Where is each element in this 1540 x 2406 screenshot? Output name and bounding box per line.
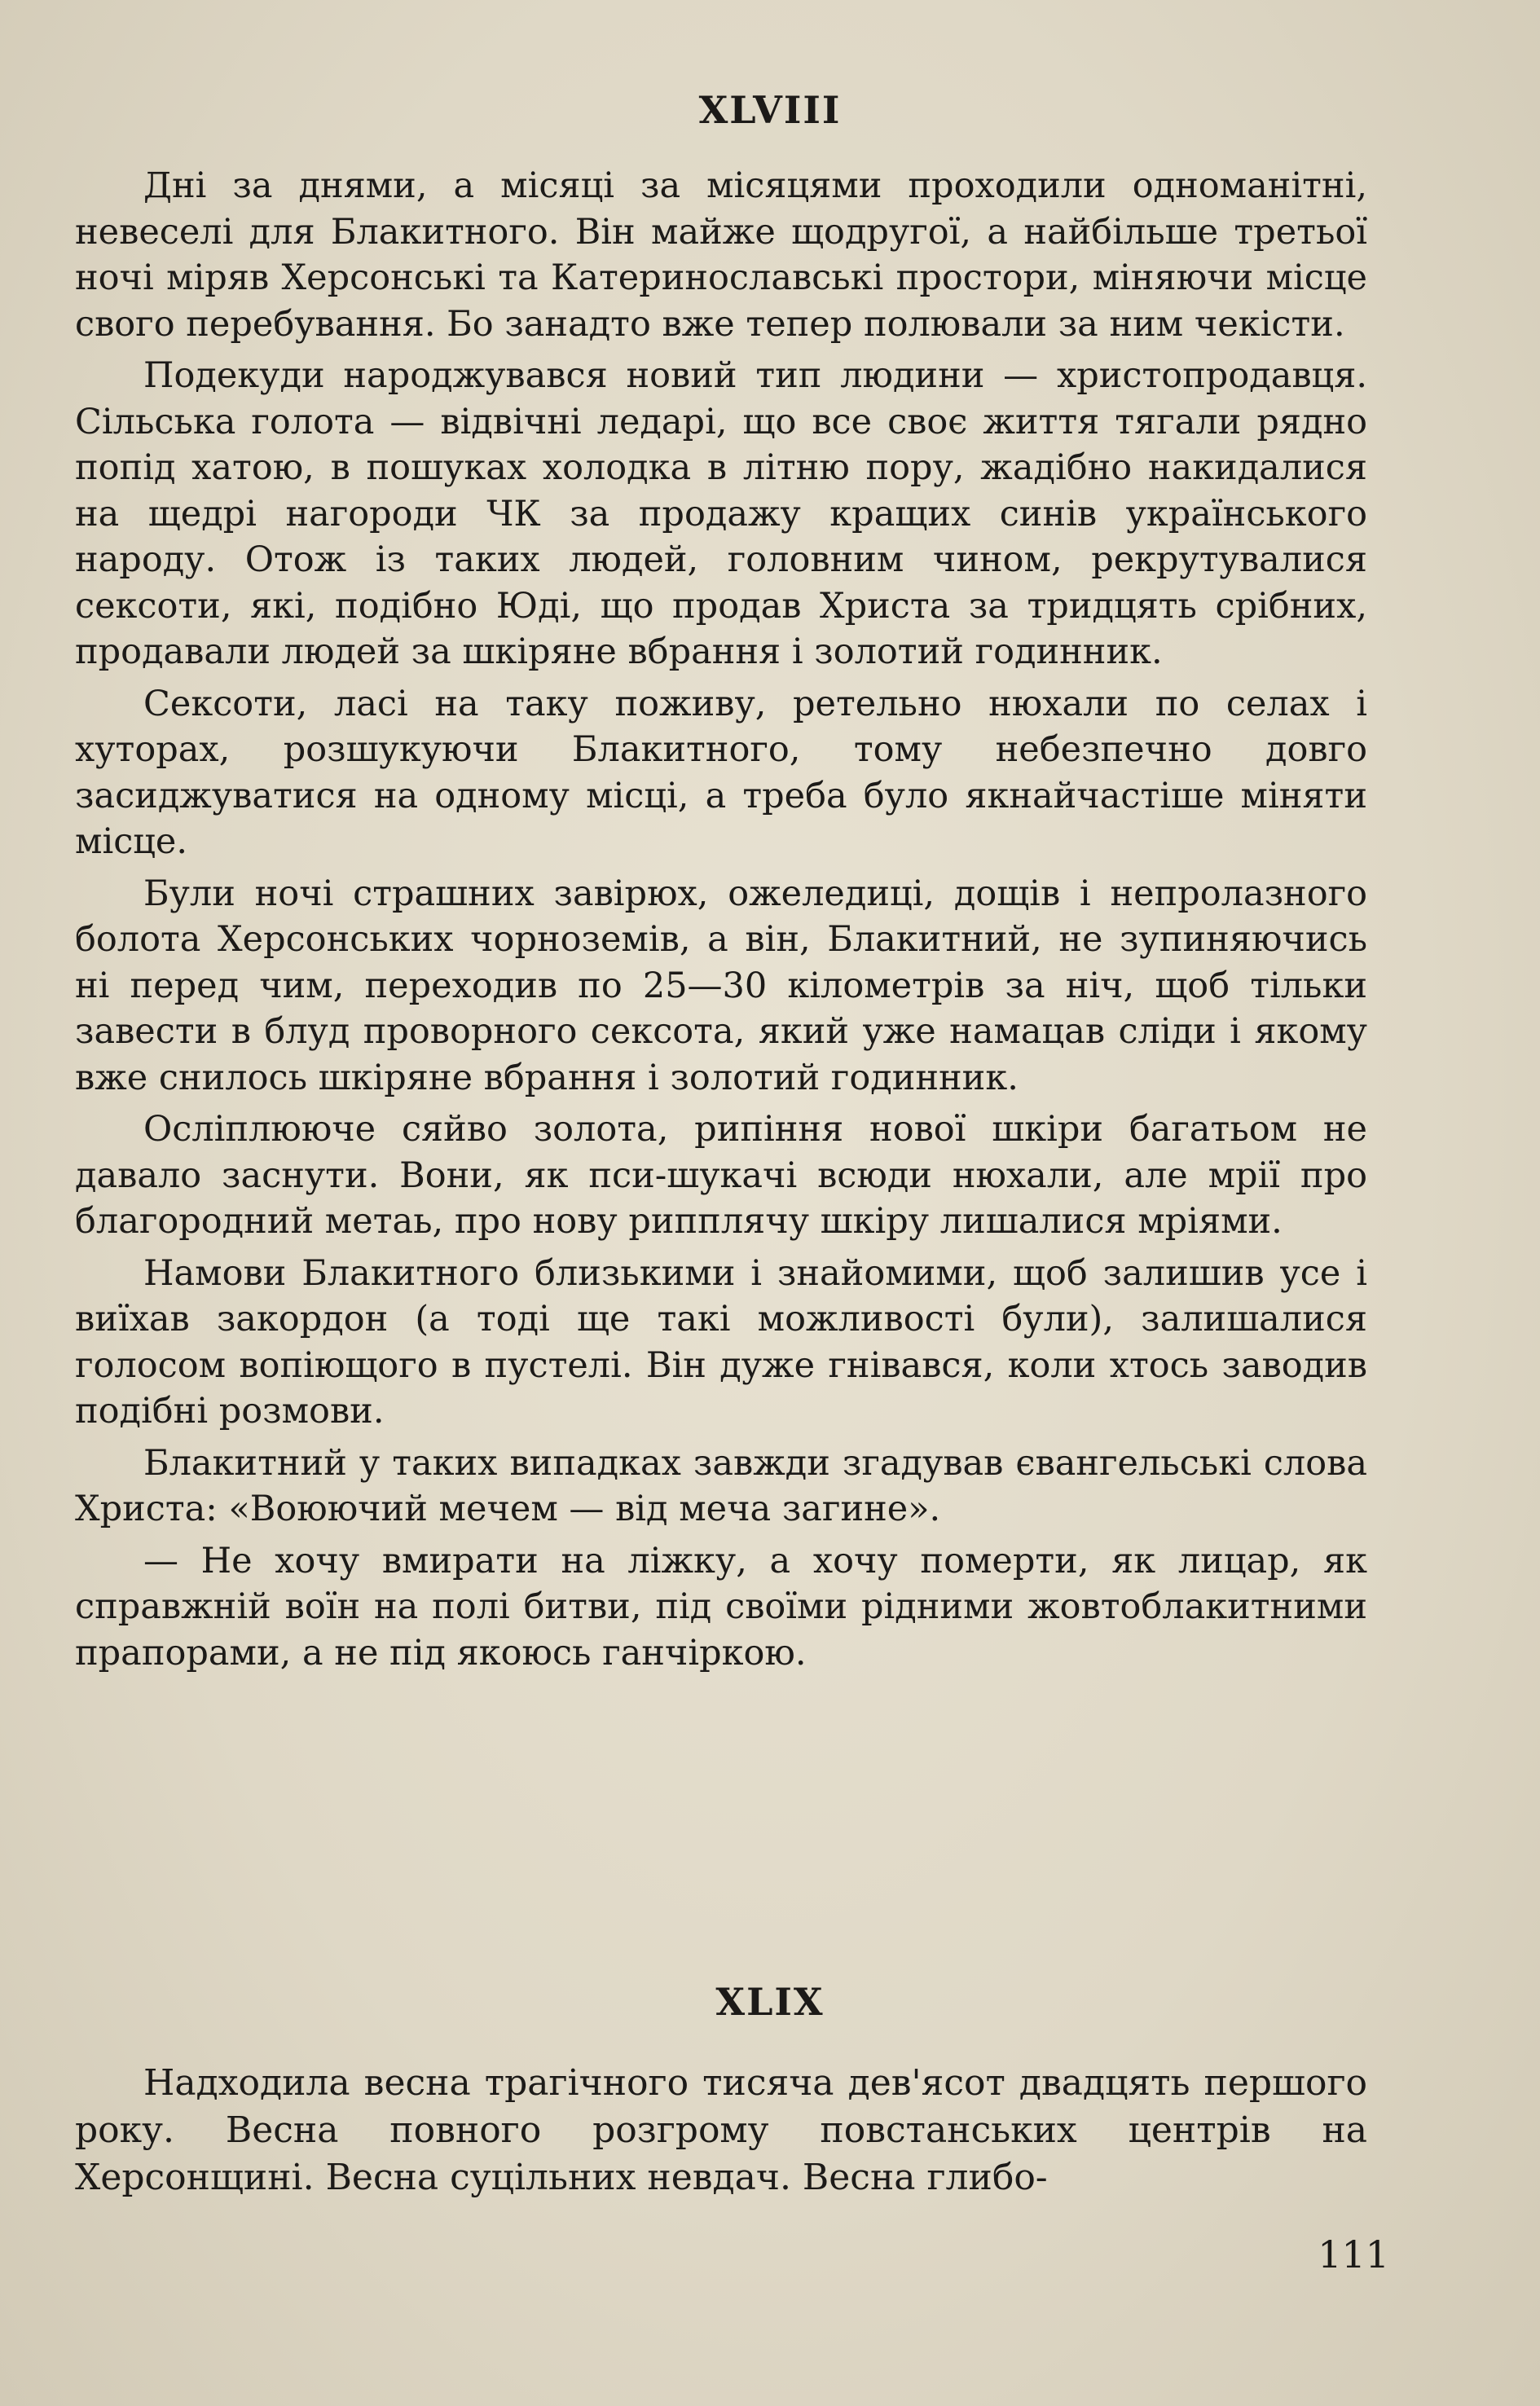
chapter-heading: XLIX: [715, 1980, 825, 2024]
paragraph: Сексоти, ласі на таку поживу, ретельно нюхали по селах і хуторах, розшукуючи Блакитного, тому небезпечно довго засиджуватися на одному місці, а треба було якнайчастіше міняти місце.: [75, 683, 1367, 862]
chapter-text: [75, 2060, 1367, 2207]
page-number: 111: [1318, 2232, 1389, 2276]
paragraph: Блакитний у таких випадках завжди згадував євангельські слова Христа: «Воюючий мечем — від меча загине».: [75, 1442, 1367, 1529]
paragraph: Намови Блакитного близькими і знайомими, щоб залишив усе і виїхав закордон (а тоді ще такі можливості були), залишалися голосом вопіющого в пустелі. Він дуже гнівався, коли хтось заводив подібні розмови.: [75, 1252, 1367, 1432]
paragraph: — Не хочу вмирати на ліжку, а хочу померти, як лицар, як справжній воїн на полі битви, під своїми рідними жовтоблакитними прапорами, а не під якоюсь ганчіркою.: [75, 1540, 1367, 1674]
paragraph: Осліплююче сяйво золота, рипіння нової шкіри багатьом не давало заснути. Вони, як пси-шукачі всюди нюхали, але мрії про благородний метаь, про нову рипплячу шкіру лишалися мріями.: [75, 1109, 1367, 1242]
paragraph: Були ночі страшних завірюх, ожеледиці, дощів і непролазного болота Херсонських чорноземів, а він, Блакитний, не зупиняючись ні перед чим, переходив по 25—30 кілометрів за ніч, щоб тільки завести в блуд проворного сексота, який уже намацав сліди і якому вже снилось шкіряне вбрання і золотий годинник.: [75, 873, 1367, 1098]
paragraph: Надходила весна трагічного тисяча дев'ясот двадцять першого року. Весна повного розгрому повстанських центрів на Херсонщині. Весна суцільних невдач. Весна глибо-: [75, 2062, 1367, 2198]
chapter-text: [75, 163, 1367, 1682]
paragraph: Подекуди народжувався новий тип людини — христопродавця. Сільська голота — відвічні ледарі, що все своє життя тягали рядно попід хатою, в пошуках холодка в літню пору, жадібно накидалися на щедрі нагороди ЧК за продажу кращих синів українського народу. Отож із таких людей, головним чином, рекрутувалися сексоти, які, подібно Юді, що продав Христа за тридцять срібних, продавали людей за шкіряне вбрання і золотий годинник.: [75, 355, 1367, 672]
chapter-heading: XLVIII: [698, 88, 842, 132]
paragraph: Дні за днями, а місяці за місяцями проходили одноманітні, невеселі для Блакитного. Він майже щодругої, а найбільше третьої ночі міряв Херсонські та Катеринославські простори, міняючи місце свого перебування. Бо занадто вже тепер полювали за ним чекісти.: [75, 165, 1367, 345]
